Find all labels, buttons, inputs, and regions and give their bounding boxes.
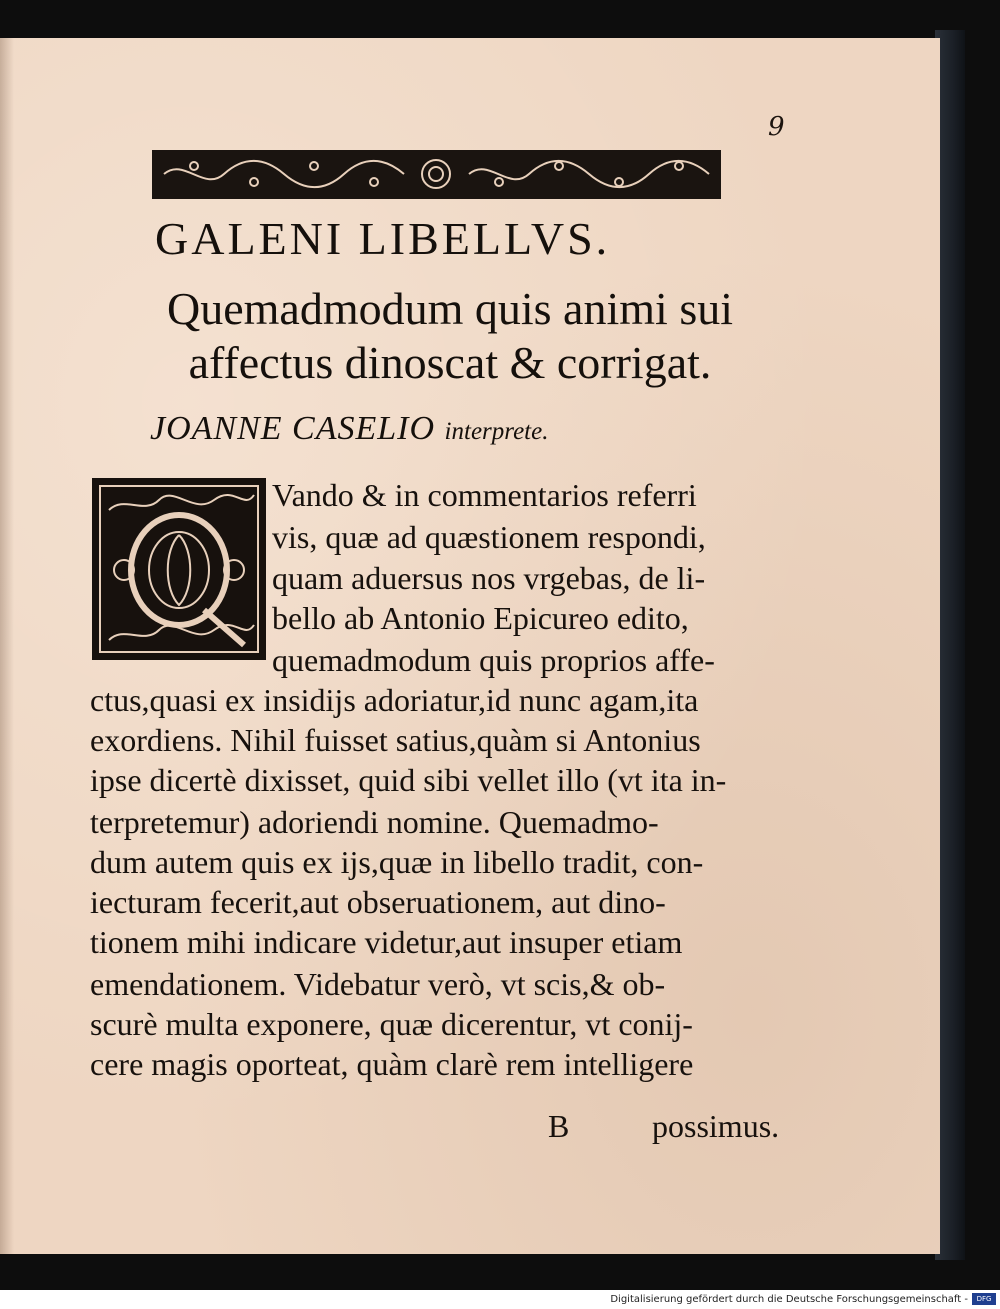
funding-credit: Digitalisierung gefördert durch die Deutsche Forschungsgemeinschaft - xyxy=(610,1294,968,1305)
text-line: iecturam fecerit,aut obseruationem, aut dino- xyxy=(90,884,666,920)
text-line: ipse dicertè dixisset, quid sibi vellet illo (vt ita in- xyxy=(90,762,727,798)
text-line: exordiens. Nihil fuisset satius,quàm si Antonius xyxy=(90,722,701,758)
text-line: cere magis oporteat, quàm clarè rem intelligere xyxy=(90,1046,694,1082)
text-line: dum autem quis ex ijs,quæ in libello tradit, con- xyxy=(90,844,704,880)
text-line: bello ab Antonio Epicureo edito, xyxy=(272,600,689,636)
text-line: tionem mihi indicare videtur,aut insuper etiam xyxy=(90,924,683,960)
interpreter-name: JOANNE CASELIO xyxy=(150,410,436,447)
decorated-initial xyxy=(92,478,266,660)
text-line: Vando & in commentarios referri xyxy=(272,477,697,513)
text-line: vis, quæ ad quæstionem respondi, xyxy=(272,519,706,555)
page-number: 9 xyxy=(768,112,785,142)
catchword: possimus. xyxy=(652,1108,780,1144)
interpreter-line xyxy=(150,410,800,448)
subtitle-line: Quemadmodum quis animi sui xyxy=(166,283,733,334)
spine-shadow xyxy=(0,38,14,1254)
subtitle-line: affectus dinoscat & corrigat. xyxy=(188,337,712,388)
text-line: quam aduersus nos vrgebas, de li- xyxy=(272,560,706,596)
text-line: emendationem. Videbatur verò, vt scis,& ob- xyxy=(90,966,666,1002)
page-title: GALENI LIBELLVS. xyxy=(155,213,611,264)
dfg-logo-icon: DFG xyxy=(972,1293,996,1305)
text-line: terpretemur) adoriendi nomine. Quemadmo- xyxy=(90,804,659,840)
text-line: quemadmodum quis proprios affe- xyxy=(272,642,715,678)
text-line: scurè multa exponere, quæ dicerentur, vt conij- xyxy=(90,1006,693,1042)
ornamental-headpiece xyxy=(152,150,721,199)
footer-bar xyxy=(0,1290,1000,1309)
text-line: ctus,quasi ex insidijs adoriatur,id nunc agam,ita xyxy=(90,682,699,718)
subtitle xyxy=(90,282,810,390)
signature-mark: B xyxy=(548,1108,570,1144)
interpreter-role: interprete. xyxy=(444,418,549,445)
